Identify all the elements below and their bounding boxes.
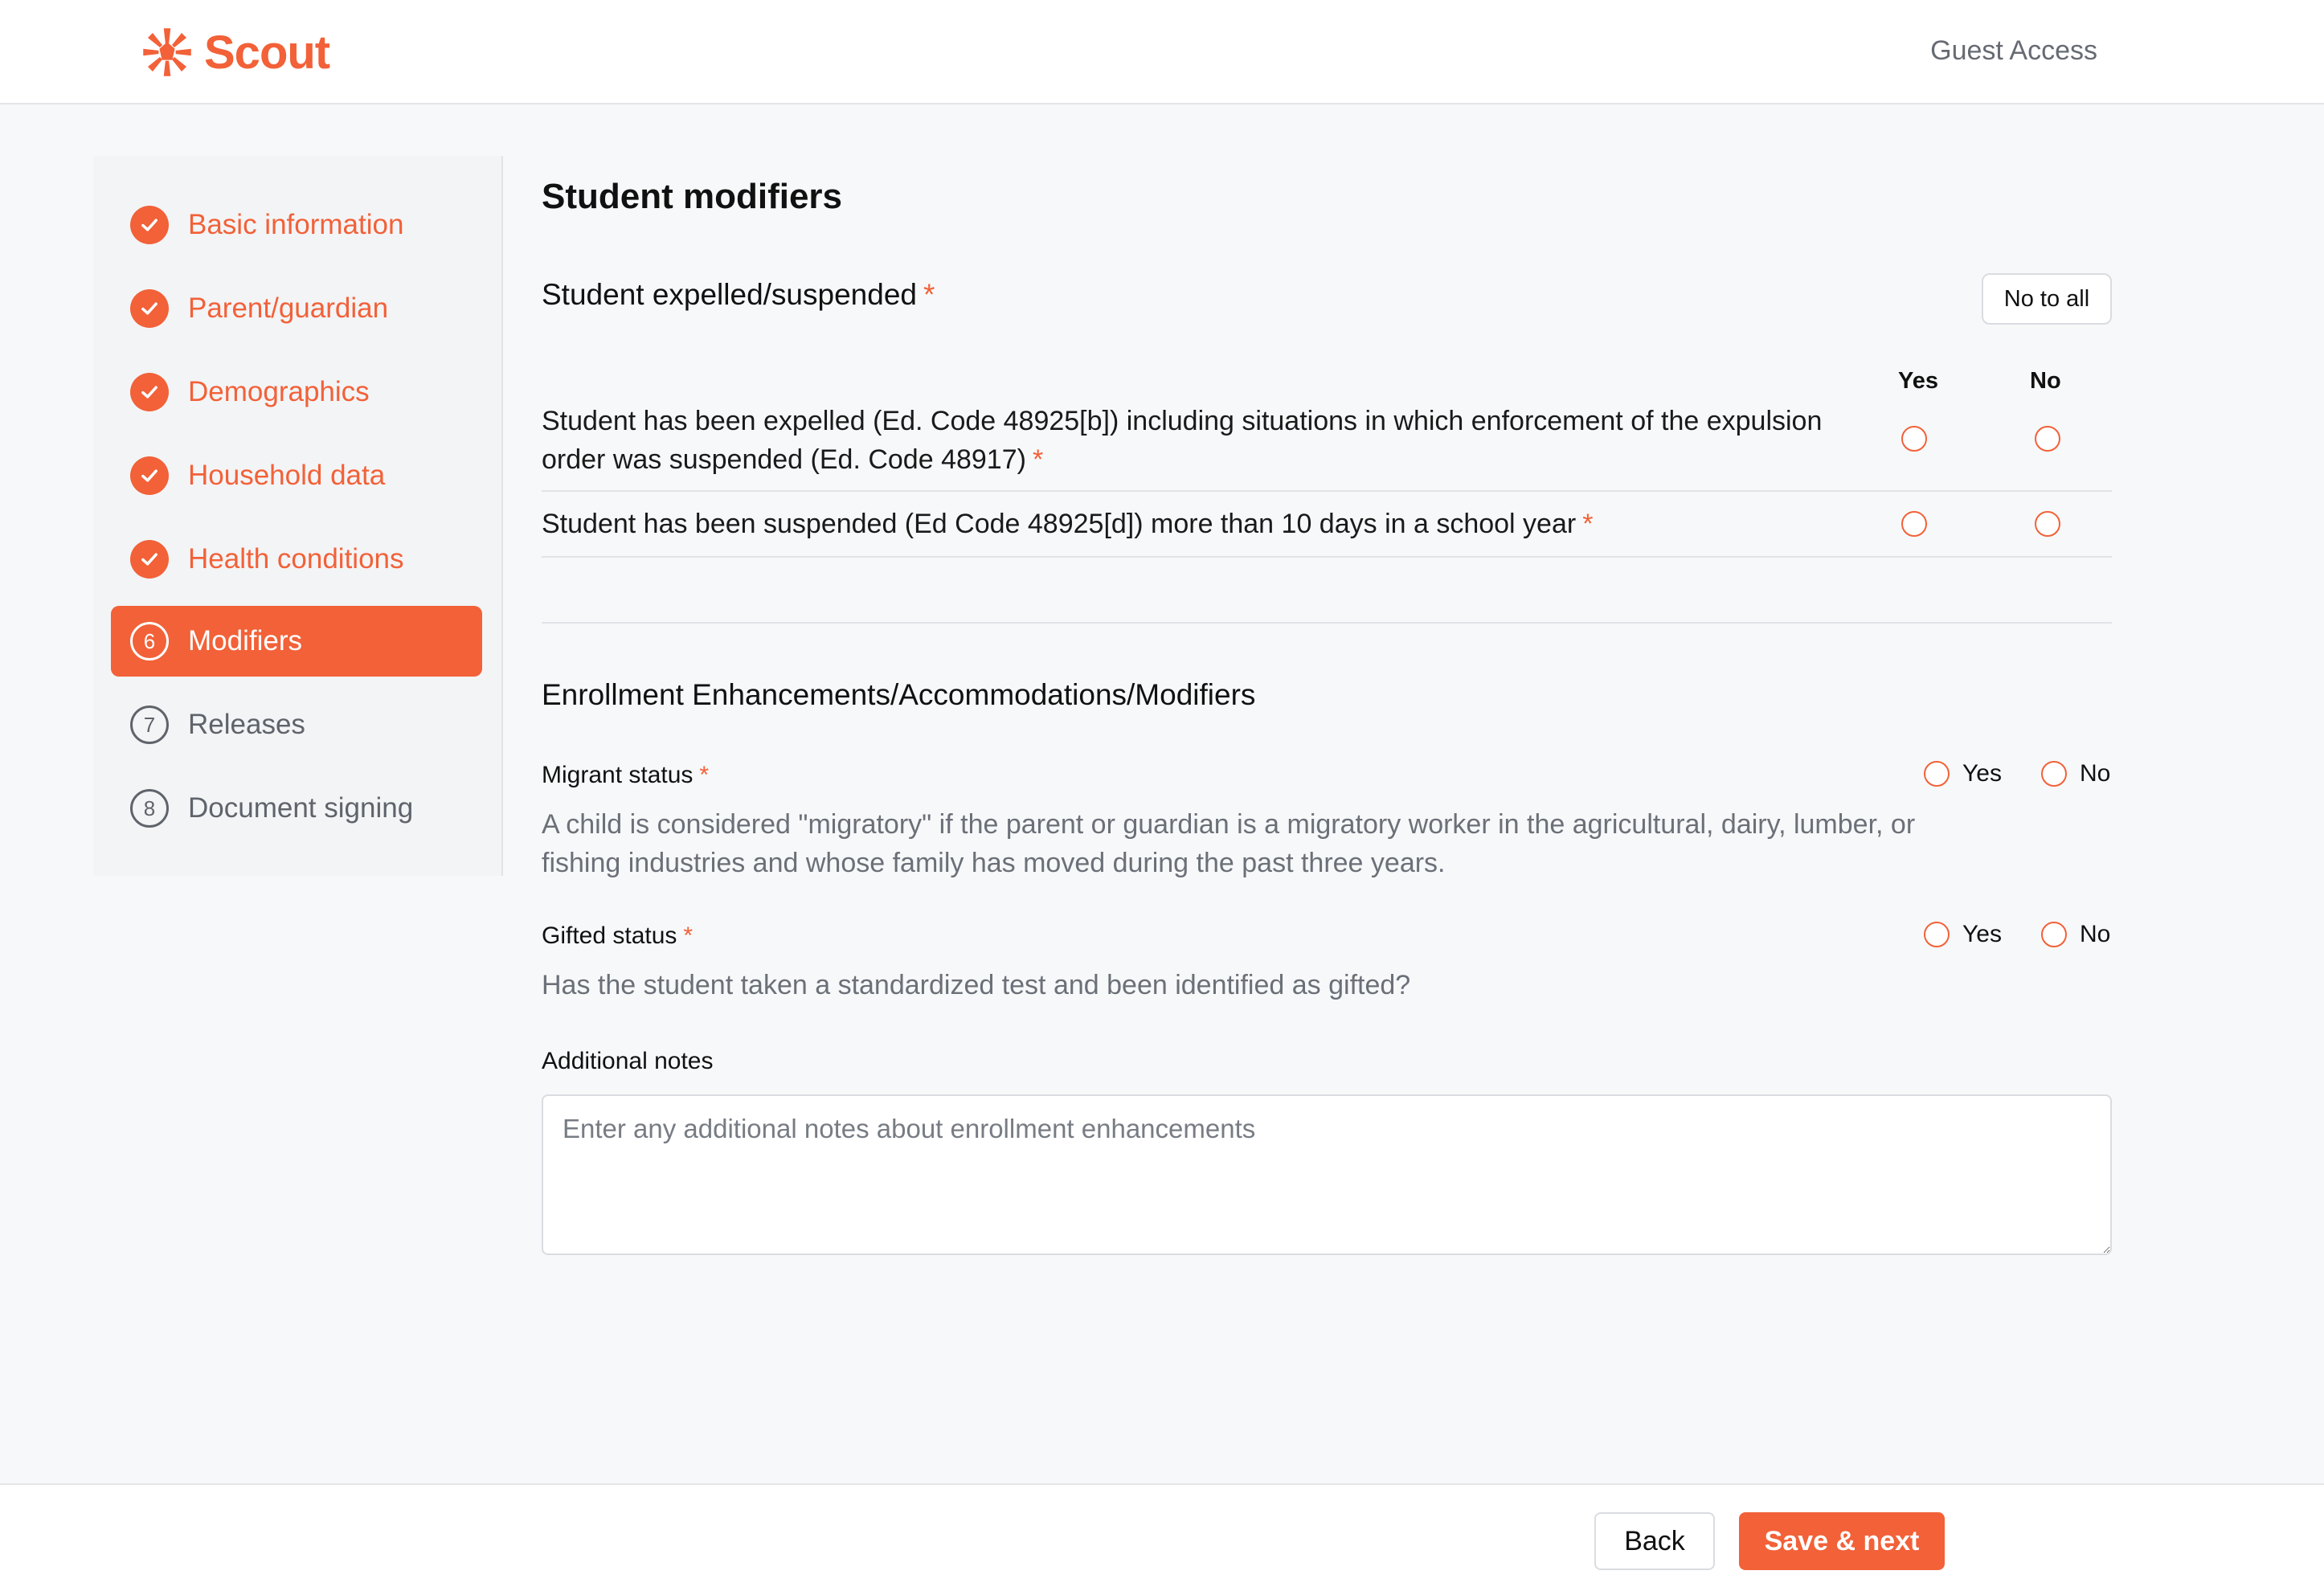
required-marker: * bbox=[1582, 509, 1594, 539]
step-label: Health conditions bbox=[188, 543, 404, 575]
required-marker: * bbox=[1032, 444, 1044, 475]
check-icon bbox=[130, 540, 169, 579]
option-label: Yes bbox=[1962, 760, 2002, 787]
migrant-status-help: A child is considered "migratory" if the parent or guardian is a migratory worker in the agricultural, dairy, lumber, or fishing industries and whose family has moved during the past three years. bbox=[542, 809, 1916, 878]
section-heading-text: Student expelled/suspended bbox=[542, 278, 917, 311]
steps-sidebar bbox=[93, 156, 503, 876]
option-label: Yes bbox=[1962, 921, 2002, 947]
option-label: No bbox=[2080, 921, 2111, 947]
step-label: Basic information bbox=[188, 209, 404, 240]
question-text bbox=[542, 505, 1827, 543]
step-demographics[interactable] bbox=[111, 357, 482, 427]
expelled-no-radio[interactable] bbox=[2035, 426, 2060, 452]
step-parent-guardian[interactable] bbox=[111, 273, 482, 344]
gifted-no-radio[interactable] bbox=[2041, 922, 2067, 947]
section-heading-enrollment: Enrollment Enhancements/Accommodations/Modifiers bbox=[542, 678, 1256, 711]
step-number-badge: 7 bbox=[130, 706, 169, 744]
footer-bar bbox=[0, 1483, 2324, 1591]
required-marker: * bbox=[923, 278, 935, 311]
save-next-button[interactable]: Save & next bbox=[1739, 1512, 1945, 1570]
migrant-status-label-text: Migrant status bbox=[542, 762, 694, 788]
step-label: Modifiers bbox=[188, 625, 302, 656]
question-row-suspended bbox=[542, 492, 2112, 558]
no-to-all-button[interactable]: No to all bbox=[1982, 273, 2112, 325]
check-icon bbox=[130, 289, 169, 328]
step-number-badge: 6 bbox=[130, 622, 169, 661]
step-basic-information[interactable] bbox=[111, 190, 482, 260]
top-bar bbox=[0, 0, 2324, 104]
check-icon bbox=[130, 206, 169, 244]
migrant-yes-radio[interactable] bbox=[1924, 761, 1950, 787]
required-marker: * bbox=[683, 922, 694, 949]
step-label: Document signing bbox=[188, 792, 414, 824]
step-label: Releases bbox=[188, 709, 305, 740]
page-title: Student modifiers bbox=[542, 177, 843, 216]
column-header-yes: Yes bbox=[1898, 368, 1938, 394]
gifted-yes-option[interactable] bbox=[1924, 921, 2002, 948]
step-label: Parent/guardian bbox=[188, 292, 389, 324]
gifted-status-label bbox=[542, 922, 693, 950]
migrant-yes-option[interactable] bbox=[1924, 760, 2002, 787]
gifted-no-option[interactable] bbox=[2041, 921, 2110, 948]
app-name: Scout bbox=[204, 26, 330, 79]
option-label: No bbox=[2080, 760, 2111, 787]
step-document-signing[interactable] bbox=[111, 773, 482, 844]
migrant-no-radio[interactable] bbox=[2041, 761, 2067, 787]
step-modifiers[interactable] bbox=[111, 606, 482, 677]
step-number-badge: 8 bbox=[130, 789, 169, 828]
question-row-expelled bbox=[542, 397, 2112, 492]
check-icon bbox=[130, 456, 169, 495]
back-button[interactable]: Back bbox=[1594, 1512, 1715, 1570]
step-household-data[interactable] bbox=[111, 440, 482, 511]
section-divider bbox=[542, 622, 2112, 624]
step-releases[interactable] bbox=[111, 689, 482, 760]
migrant-no-option[interactable] bbox=[2041, 760, 2110, 787]
scout-logo-icon bbox=[140, 25, 194, 80]
suspended-yes-radio[interactable] bbox=[1901, 511, 1927, 537]
gifted-status-label-text: Gifted status bbox=[542, 922, 677, 949]
step-health-conditions[interactable] bbox=[111, 524, 482, 595]
gifted-yes-radio[interactable] bbox=[1924, 922, 1950, 947]
step-label: Demographics bbox=[188, 376, 370, 407]
additional-notes-textarea[interactable] bbox=[542, 1094, 2112, 1255]
question-expelled-text: Student has been expelled (Ed. Code 48925[b]) including situations in which enforcement of the expulsion order was suspended (Ed. Code 48917) bbox=[542, 406, 1823, 475]
scout-logo[interactable] bbox=[140, 22, 329, 82]
step-label: Household data bbox=[188, 460, 386, 491]
required-marker: * bbox=[699, 762, 710, 788]
column-header-no: No bbox=[2030, 368, 2061, 394]
question-text bbox=[542, 402, 1827, 479]
additional-notes-label: Additional notes bbox=[542, 1048, 714, 1074]
gifted-status-help: Has the student taken a standardized test and been identified as gifted? bbox=[542, 970, 1411, 1000]
question-suspended-text: Student has been suspended (Ed Code 48925[d]) more than 10 days in a school year bbox=[542, 509, 1577, 539]
check-icon bbox=[130, 373, 169, 411]
suspended-no-radio[interactable] bbox=[2035, 511, 2060, 537]
migrant-status-label bbox=[542, 762, 709, 789]
section-heading-expelled bbox=[542, 278, 935, 312]
expelled-yes-radio[interactable] bbox=[1901, 426, 1927, 452]
guest-access-label[interactable]: Guest Access bbox=[1930, 35, 2097, 66]
